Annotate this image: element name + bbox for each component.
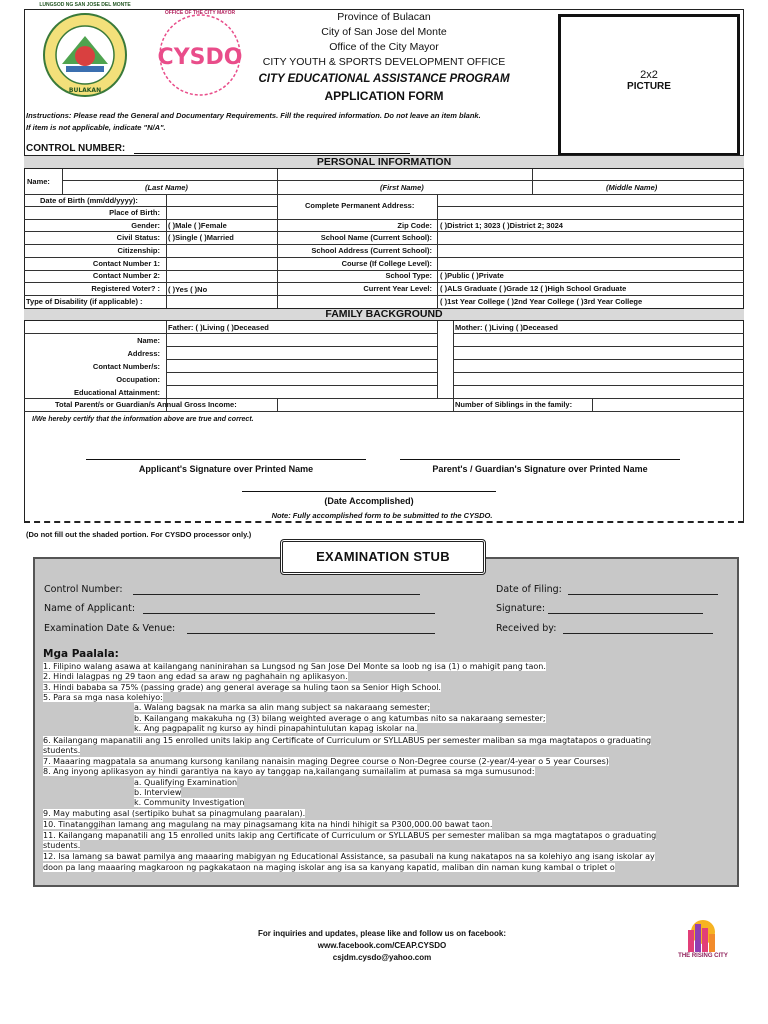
parent-name-label: Name: <box>137 336 160 345</box>
school-type-options[interactable]: ( )Public ( )Private <box>440 271 504 280</box>
contact-2-field[interactable] <box>167 271 277 282</box>
school-type-label: School Type: <box>385 271 432 280</box>
footer-email[interactable]: csjdm.cysdo@yahoo.com <box>332 953 432 962</box>
paalala-item: 8. Ang inyong aplikasyon ay hindi garantiya na kayo ay tanggap na,kailangang sumailalim at pumasa sa mga sumusunod: <box>43 767 535 776</box>
stub-control-label: Control Number: <box>44 584 123 595</box>
zip-options[interactable]: ( )District 1; 3023 ( )District 2; 3024 <box>440 221 563 230</box>
zip-label: Zip Code: <box>397 221 432 230</box>
personal-info-header: PERSONAL INFORMATION <box>24 155 744 169</box>
program-title: CITY EDUCATIONAL ASSISTANCE PROGRAM <box>258 73 510 85</box>
paalala-item: 3. Hindi bababa sa 75% (passing grade) ang general average sa huling taon sa Senior High School. <box>43 683 441 692</box>
paalala-item: students. <box>43 841 81 850</box>
contact-1-field[interactable] <box>167 258 277 269</box>
siblings-label: Number of Siblings in the family: <box>455 400 573 409</box>
seal-ring-text: LUNGSOD NG SAN JOSE DEL MONTE <box>39 2 131 8</box>
year-level-label: Current Year Level: <box>363 284 432 293</box>
parent-education-label: Educational Attainment: <box>74 388 160 397</box>
paalala-item: b. Kailangang makakuha ng (3) bilang weighted average o ang katumbas nito sa nakaraang semester; <box>134 714 546 723</box>
province-text: Province of Bulacan <box>337 11 431 23</box>
course-field[interactable] <box>438 258 744 269</box>
paalala-item: k. Ang pagpapalit ng kurso ay hindi pinapahintulutan kapag iskolar na. <box>134 724 418 733</box>
photo-label: PICTURE <box>627 81 671 92</box>
stub-received-label: Received by: <box>496 623 557 634</box>
parent-signature-caption: Parent's / Guardian's Signature over Printed Name <box>432 464 648 474</box>
father-name-field[interactable] <box>167 334 437 346</box>
disability-label: Type of Disability (if applicable) : <box>26 297 143 306</box>
school-address-label: School Address (Current School): <box>311 246 432 255</box>
paalala-item: 7. Maaaring magpatala sa anumang kursong kanilang nanaisin maging Degree course o Non-Degree course (2-year/4-year o 5 year Courses) <box>43 757 609 766</box>
disability-field[interactable] <box>167 296 277 307</box>
first-name-field[interactable] <box>277 170 532 180</box>
parent-address-label: Address: <box>127 349 160 358</box>
year-level-options-1[interactable]: ( )ALS Graduate ( )Grade 12 ( )High School Graduate <box>440 284 627 293</box>
stub-signature-label: Signature: <box>496 603 546 614</box>
contact-2-label: Contact Number 2: <box>92 271 160 280</box>
name-label: Name: <box>27 177 50 186</box>
family-background-header: FAMILY BACKGROUND <box>24 308 744 321</box>
rising-city-logo-text: THE RISING CITY <box>678 953 728 959</box>
examination-stub-title: EXAMINATION STUB <box>280 539 486 575</box>
stub-exam-label: Examination Date & Venue: <box>44 623 176 634</box>
stub-signature-field[interactable] <box>548 613 703 614</box>
parent-contact-label: Contact Number/s: <box>92 362 160 371</box>
footer-inquiries: For inquiries and updates, please like and follow us on facebook: <box>257 929 507 938</box>
stub-applicant-field[interactable] <box>143 613 435 614</box>
date-accomplished-line[interactable] <box>242 491 496 492</box>
stub-exam-field[interactable] <box>187 633 435 634</box>
cysdo-logo-letters: CYSDO <box>157 45 243 70</box>
stub-received-field[interactable] <box>563 633 713 634</box>
last-name-field[interactable] <box>62 170 277 180</box>
mother-status[interactable]: Mother: ( )Living ( )Deceased <box>455 323 558 332</box>
last-name-caption: (Last Name) <box>145 183 188 192</box>
stub-filing-field[interactable] <box>568 594 718 595</box>
middle-name-field[interactable] <box>532 170 744 180</box>
stub-control-field[interactable] <box>133 594 420 595</box>
paalala-item: students. <box>43 746 81 755</box>
control-number-field[interactable] <box>134 153 410 154</box>
income-field[interactable] <box>278 399 437 411</box>
year-level-options-2[interactable]: ( )1st Year College ( )2nd Year College ( )3rd Year College <box>440 297 643 306</box>
dob-field[interactable] <box>167 195 277 206</box>
cysdo-logo-text: OFFICE OF THE CITY MAYOR <box>164 10 236 16</box>
mother-occupation-field[interactable] <box>454 373 744 385</box>
mother-name-field[interactable] <box>454 334 744 346</box>
father-status[interactable]: Father: ( )Living ( )Deceased <box>168 323 269 332</box>
parent-signature-line[interactable] <box>400 459 680 460</box>
pob-label: Place of Birth: <box>109 208 160 217</box>
paalala-item: 10. Tinatanggihan lamang ang magulang na may pinagsamang kita na hindi hihigit sa P300,000.00 bawat taon. <box>43 820 493 829</box>
paalala-item: k. Community Investigation <box>134 798 245 807</box>
citizenship-label: Citizenship: <box>117 246 160 255</box>
civil-status-label: Civil Status: <box>116 233 160 242</box>
civil-status-options[interactable]: ( )Single ( )Married <box>168 233 234 242</box>
paalala-item: 12. Isa lamang sa bawat pamilya ang maaaring mabigyan ng Educational Assistance, sa pasubali na kung nakatapos na sa kolehiyo ang isang iskolar ay <box>43 852 655 861</box>
dob-label: Date of Birth (mm/dd/yyyy): <box>40 196 138 205</box>
applicant-signature-caption: Applicant's Signature over Printed Name <box>138 464 314 474</box>
date-accomplished-caption: (Date Accomplished) <box>324 496 414 506</box>
paalala-item: 9. May mabuting asal (sertipiko buhat sa pinagmulang paaralan). <box>43 809 306 818</box>
paalala-item: 5. Para sa mga nasa kolehiyo: <box>43 693 163 702</box>
office-text: Office of the City Mayor <box>329 41 439 53</box>
father-contact-field[interactable] <box>167 360 437 372</box>
gender-options[interactable]: ( )Male ( )Female <box>168 221 227 230</box>
paalala-item: a. Walang bagsak na marka sa alin mang subject sa nakaraang semester; <box>134 703 431 712</box>
mother-education-field[interactable] <box>454 386 744 398</box>
shaded-portion-note: (Do not fill out the shaded portion. For CYSDO processor only.) <box>26 530 252 539</box>
department-text: CITY YOUTH & SPORTS DEVELOPMENT OFFICE <box>262 56 506 68</box>
city-text: City of San Jose del Monte <box>321 26 447 38</box>
address-field[interactable] <box>438 195 744 218</box>
parent-occupation-label: Occupation: <box>116 375 160 384</box>
instructions-line-1: Instructions: Please read the General and Documentary Requirements. Fill the required information. Do not leave an item blank. <box>26 111 481 120</box>
instructions-line-2: If item is not applicable, indicate "N/A". <box>26 123 166 132</box>
mother-address-field[interactable] <box>454 347 744 359</box>
stub-filing-label: Date of Filing: <box>496 584 562 595</box>
paalala-item: b. Interview <box>134 788 182 797</box>
paalala-item: 1. Filipino walang asawa at kailangang naninirahan sa Lungsod ng San Jose Del Monte sa loob ng isa (1) o mahigit pang taon. <box>43 662 546 671</box>
paalala-item: a. Qualifying Examination <box>134 778 238 787</box>
income-label: Total Parent/s or Guardian/s Annual Gross Income: <box>55 400 237 409</box>
contact-1-label: Contact Number 1: <box>92 259 160 268</box>
citizenship-field[interactable] <box>167 245 277 256</box>
paalala-item: 2. Hindi lalagpas ng 29 taon ang edad sa araw ng paghahain ng aplikasyon. <box>43 672 348 681</box>
mother-contact-field[interactable] <box>454 360 744 372</box>
paalala-title: Mga Paalala: <box>43 648 119 660</box>
stub-applicant-label: Name of Applicant: <box>44 603 136 614</box>
pob-field[interactable] <box>167 207 277 218</box>
paalala-item: doon pa lang maaaring magkaroon ng pagkakataon na maging iskolar ang isa sa kanyang kapatid, maliban din naman kung kambal o triplet o <box>43 863 615 872</box>
photo-size: 2x2 <box>640 69 658 81</box>
father-address-field[interactable] <box>167 347 437 359</box>
voter-options[interactable]: ( )Yes ( )No <box>168 285 208 294</box>
school-name-label: School Name (Current School): <box>320 233 432 242</box>
father-occupation-field[interactable] <box>167 373 437 385</box>
school-name-field[interactable] <box>438 232 744 243</box>
submission-note: Note: Fully accomplished form to be submitted to the CYSDO. <box>271 511 493 520</box>
school-address-field[interactable] <box>438 245 744 256</box>
voter-label: Registered Voter? : <box>91 284 160 293</box>
svg-text:BULAKAN: BULAKAN <box>68 87 102 94</box>
father-education-field[interactable] <box>167 386 437 398</box>
gender-label: Gender: <box>131 221 160 230</box>
footer-facebook[interactable]: www.facebook.com/CEAP.CYSDO <box>317 941 447 950</box>
middle-name-caption: (Middle Name) <box>606 183 658 192</box>
certification-text: I/We hereby certify that the information above are true and correct. <box>32 416 254 423</box>
siblings-field[interactable] <box>593 399 744 411</box>
applicant-signature-line[interactable] <box>86 459 366 460</box>
course-label: Course (If College Level): <box>341 259 432 268</box>
address-label: Complete Permanent Address: <box>305 201 415 210</box>
paalala-item: 11. Kailangang mapanatili ang 15 enrolled units lakip ang Certificate of Curriculum or SYLLABUS per semester maliban sa mga magtatapos o graduating <box>43 831 657 840</box>
form-title: APPLICATION FORM <box>324 89 444 103</box>
first-name-caption: (First Name) <box>380 183 424 192</box>
paalala-item: 6. Kailangang mapanatili ang 15 enrolled units lakip ang Certificate of Curriculum or SYLLABUS per semester maliban sa mga magtatapos o graduating <box>43 736 652 745</box>
control-number-label: CONTROL NUMBER: <box>26 143 126 154</box>
photo-box <box>558 14 740 156</box>
